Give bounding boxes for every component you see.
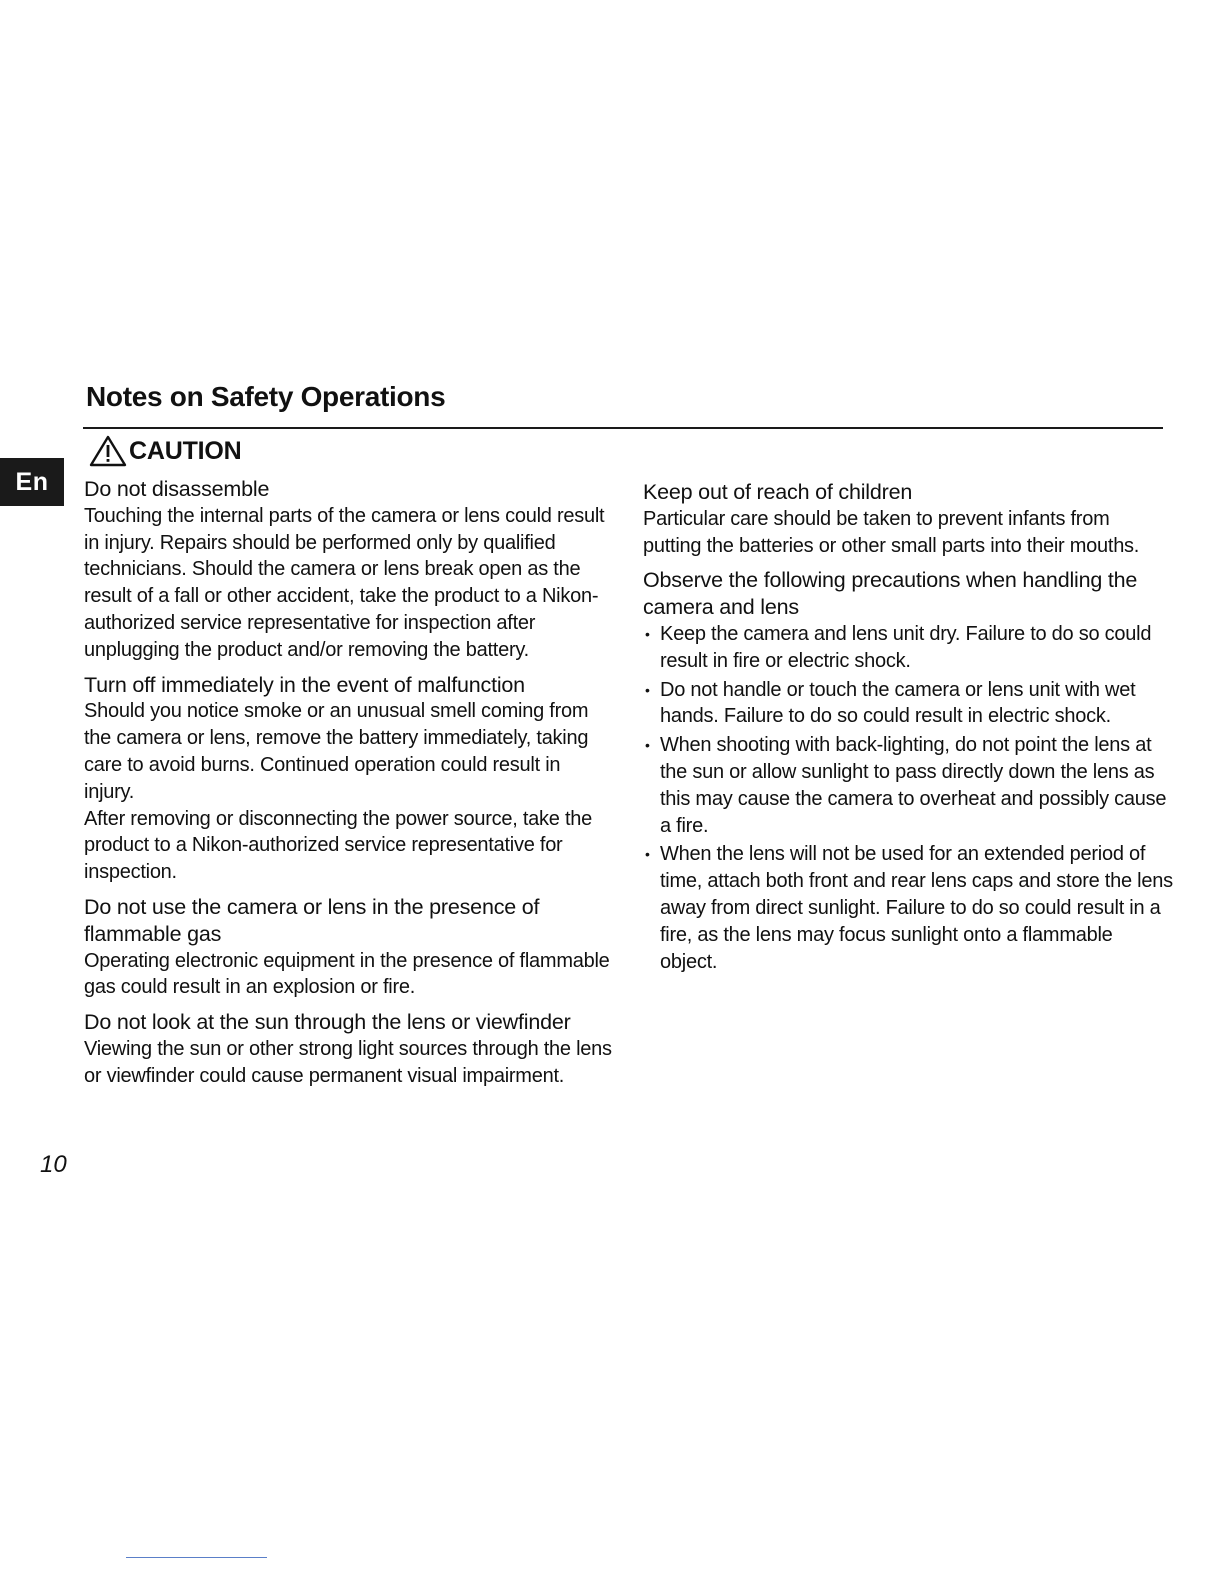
section-do-not-look-at-sun — [84, 1009, 614, 1089]
language-tab — [0, 458, 64, 506]
section-paragraph: Touching the internal parts of the camera or lens could result in injury. Repairs should be performed only by qualified technicians. Should the camera or lens break open as the result of a fall or other accident, take the product to a Nikon-authorized service representative for inspection after unplugging the product and/or removing the battery. — [84, 504, 605, 661]
warning-triangle-icon — [88, 434, 128, 468]
section-keep-out-of-reach — [643, 479, 1173, 559]
section-heading: Observe the following precautions when handling the camera and lens — [643, 568, 1138, 620]
section-do-not-disassemble — [84, 476, 614, 664]
section-paragraph: After removing or disconnecting the power source, take the product to a Nikon-authorized service representative for inspection. — [84, 807, 592, 884]
section-heading: Turn off immediately in the event of malfunction — [84, 672, 525, 697]
language-tab-label: En — [15, 467, 49, 496]
footer-rule — [126, 1557, 267, 1558]
section-heading: Keep out of reach of children — [643, 480, 913, 504]
page-number: 10 — [40, 1151, 67, 1178]
title-divider — [83, 427, 1163, 429]
right-column — [643, 479, 1173, 983]
section-paragraph: Should you notice smoke or an unusual smell coming from the camera or lens, remove the battery immediately, taking care to avoid burns. Continued operation could result in injury. — [84, 700, 589, 803]
list-item: • Do not handle or touch the camera or lens unit with wet hands. Failure to do so could result in electric shock. — [643, 677, 1173, 731]
list-item: • When shooting with back-lighting, do not point the lens at the sun or allow sunlight to pass directly down the lens as this may cause the camera to overheat and possibly cause a fire. — [643, 732, 1173, 839]
section-flammable-gas — [84, 894, 614, 1001]
section-handling-precautions — [643, 567, 1173, 975]
section-paragraph: Viewing the sun or other strong light sources through the lens or viewfinder could cause permanent visual impairment. — [84, 1037, 612, 1087]
section-heading: Do not disassemble — [84, 477, 270, 501]
precautions-list — [643, 621, 1173, 975]
caution-heading — [88, 434, 241, 468]
section-paragraph: Operating electronic equipment in the presence of flammable gas could result in an explosion or fire. — [84, 949, 610, 999]
section-heading: Do not use the camera or lens in the presence of flammable gas — [84, 894, 540, 946]
section-paragraph: Particular care should be taken to prevent infants from putting the batteries or other small parts into their mouths. — [643, 507, 1140, 557]
left-column — [84, 476, 614, 1098]
list-item: • When the lens will not be used for an extended period of time, attach both front and rear lens caps and store the lens away from direct sunlight. Failure to do so could result in a fire, as the lens may focus sunlight onto a flammable object. — [643, 841, 1173, 975]
page-title: Notes on Safety Operations — [86, 381, 446, 412]
section-turn-off-malfunction — [84, 672, 614, 886]
caution-label: CAUTION — [129, 436, 242, 465]
section-heading: Do not look at the sun through the lens or viewfinder — [84, 1010, 571, 1035]
list-item: • Keep the camera and lens unit dry. Failure to do so could result in fire or electric shock. — [643, 621, 1173, 675]
